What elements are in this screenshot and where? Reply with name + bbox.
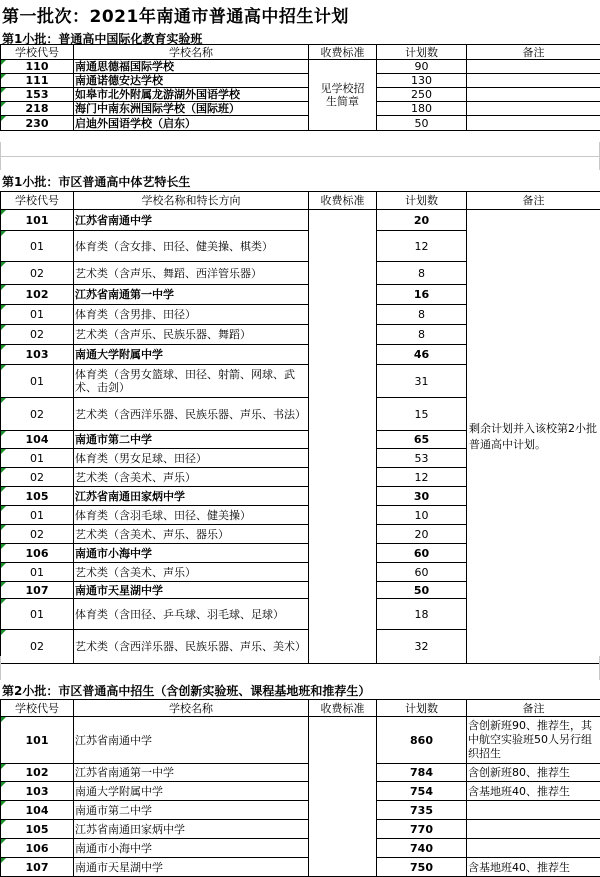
plan-count: 770	[377, 820, 467, 839]
header-code: 学校代号	[1, 45, 74, 60]
school-name: 如皋市北外附属龙游湖外国语学校	[74, 88, 309, 102]
category-name: 艺术类（含美术、声乐、器乐）	[74, 525, 309, 544]
plan-count: 8	[377, 305, 467, 325]
table-row	[1, 782, 600, 801]
school-code: 107	[1, 858, 74, 877]
category-code: 02	[1, 325, 74, 345]
category-name: 艺术类（含美术、声乐）	[74, 563, 309, 582]
category-code: 01	[1, 449, 74, 468]
remark-cell	[467, 102, 600, 116]
remark-cell: 含创新班80、推荐生	[467, 764, 600, 782]
plan-count: 50	[377, 582, 467, 599]
school-name: 南通市天星湖中学	[74, 858, 309, 877]
section1-header-row	[1, 45, 600, 60]
school-code: 103	[1, 782, 74, 801]
header-plan: 计划数	[377, 700, 467, 717]
remark-cell: 含基地班40、推荐生	[467, 782, 600, 801]
remark-cell	[467, 60, 600, 74]
school-code: 104	[1, 801, 74, 820]
school-name: 南通市第二中学	[74, 801, 309, 820]
category-name: 艺术类（含西洋乐器、民族乐器、声乐、书法）	[74, 398, 309, 431]
plan-count: 16	[377, 285, 467, 305]
category-name: 艺术类（含西洋乐器、民族乐器、声乐、美术）	[74, 630, 309, 664]
header-name: 学校名称和特长方向	[74, 192, 309, 210]
plan-count: 60	[377, 563, 467, 582]
school-code: 153	[1, 88, 74, 102]
remark-cell	[467, 74, 600, 88]
table-row	[1, 858, 600, 877]
category-code: 01	[1, 365, 74, 398]
plan-count: 735	[377, 801, 467, 820]
spacer-gridlines	[0, 656, 600, 680]
category-code: 01	[1, 231, 74, 262]
table-row	[1, 102, 600, 116]
school-name: 南通市小海中学	[74, 839, 309, 858]
plan-count: 784	[377, 764, 467, 782]
school-code: 104	[1, 431, 74, 449]
header-name: 学校名称	[74, 45, 309, 60]
section3-table	[0, 699, 600, 877]
section1-heading: 第1小批：普通高中国际化教育实验班	[2, 32, 203, 46]
school-name: 江苏省南通第一中学	[74, 285, 309, 305]
plan-count: 8	[377, 262, 467, 285]
category-code: 02	[1, 630, 74, 664]
school-name: 江苏省南通田家炳中学	[74, 487, 309, 506]
school-code: 107	[1, 582, 74, 599]
plan-count: 8	[377, 325, 467, 345]
category-code: 02	[1, 398, 74, 431]
plan-count: 12	[377, 231, 467, 262]
category-name: 体育类（含田径、乒乓球、羽毛球、足球）	[74, 599, 309, 630]
school-code: 111	[1, 74, 74, 88]
school-code: 106	[1, 544, 74, 563]
category-name: 艺术类（含美术、声乐）	[74, 468, 309, 487]
category-code: 02	[1, 262, 74, 285]
school-code: 102	[1, 285, 74, 305]
category-code: 02	[1, 525, 74, 544]
category-name: 艺术类（含声乐、舞蹈、西洋管乐器）	[74, 262, 309, 285]
plan-count: 740	[377, 839, 467, 858]
header-remark: 备注	[467, 45, 600, 60]
school-name: 南通市小海中学	[74, 544, 309, 563]
category-code: 01	[1, 563, 74, 582]
header-plan: 计划数	[377, 192, 467, 210]
spacer-gridline	[0, 156, 600, 157]
header-code: 学校代号	[1, 192, 74, 210]
category-name: 体育类（含女排、田径、健美操、棋类）	[74, 231, 309, 262]
category-code: 01	[1, 305, 74, 325]
section2-header-row	[1, 192, 600, 210]
category-name: 体育类（男女足球、田径）	[74, 449, 309, 468]
school-code: 105	[1, 820, 74, 839]
school-name: 海门中南东洲国际学校（国际班）	[74, 102, 309, 116]
header-code: 学校代号	[1, 700, 74, 717]
header-remark: 备注	[467, 700, 600, 717]
table-row	[1, 820, 600, 839]
plan-count: 32	[377, 630, 467, 664]
page-title: 第一批次：2021年南通市普通高中招生计划	[2, 7, 349, 27]
plan-count: 754	[377, 782, 467, 801]
school-code: 106	[1, 839, 74, 858]
school-name: 启迪外国语学校（启东）	[74, 116, 309, 131]
plan-count: 750	[377, 858, 467, 877]
plan-count: 20	[377, 210, 467, 231]
plan-count: 65	[377, 431, 467, 449]
school-code: 105	[1, 487, 74, 506]
fee-cell	[309, 717, 377, 877]
remark-cell	[467, 801, 600, 820]
school-code: 218	[1, 102, 74, 116]
table-row	[1, 839, 600, 858]
school-name: 南通大学附属中学	[74, 782, 309, 801]
table-row	[1, 210, 600, 231]
table-row	[1, 88, 600, 102]
plan-count: 30	[377, 487, 467, 506]
table-row	[1, 717, 600, 764]
section3-header-row	[1, 700, 600, 717]
category-name: 体育类（含羽毛球、田径、健美操）	[74, 506, 309, 525]
fee-standard: 见学校招生简章	[309, 60, 377, 131]
plan-count: 31	[377, 365, 467, 398]
school-name: 南通市天星湖中学	[74, 582, 309, 599]
table-row	[1, 74, 600, 88]
plan-count: 50	[377, 116, 467, 131]
section3-heading: 第2小批：市区普通高中招生（含创新实验班、课程基地班和推荐生）	[2, 684, 371, 698]
plan-count: 860	[377, 717, 467, 764]
plan-count: 18	[377, 599, 467, 630]
fee-cell	[309, 210, 377, 664]
table-row	[1, 801, 600, 820]
section1-table	[0, 44, 600, 131]
section2-table	[0, 191, 600, 664]
school-code: 103	[1, 345, 74, 365]
school-name: 江苏省南通田家炳中学	[74, 820, 309, 839]
plan-count: 53	[377, 449, 467, 468]
school-name: 江苏省南通中学	[74, 210, 309, 231]
plan-count: 60	[377, 544, 467, 563]
remark-cell	[467, 116, 600, 131]
school-name: 江苏省南通第一中学	[74, 764, 309, 782]
school-code: 230	[1, 116, 74, 131]
remark-cell	[467, 88, 600, 102]
school-code: 102	[1, 764, 74, 782]
remark-cell: 剩余计划并入该校第2小批普通高中计划。	[467, 210, 600, 664]
category-name: 艺术类（含声乐、民族乐器、舞蹈）	[74, 325, 309, 345]
school-code: 101	[1, 717, 74, 764]
school-name: 南通大学附属中学	[74, 345, 309, 365]
header-fee: 收费标准	[309, 45, 377, 60]
category-name: 体育类（含男女篮球、田径、射箭、网球、武术、击剑）	[74, 365, 309, 398]
header-fee: 收费标准	[309, 192, 377, 210]
plan-count: 250	[377, 88, 467, 102]
header-fee: 收费标准	[309, 700, 377, 717]
header-name: 学校名称	[74, 700, 309, 717]
plan-count: 130	[377, 74, 467, 88]
school-name: 南通市第二中学	[74, 431, 309, 449]
section2-heading: 第1小批：市区普通高中体艺特长生	[2, 175, 191, 189]
table-row	[1, 116, 600, 131]
plan-count: 20	[377, 525, 467, 544]
header-plan: 计划数	[377, 45, 467, 60]
remark-cell: 含创新班90、推荐生，其中航空实验班50人另行组织招生	[467, 717, 600, 764]
category-name: 体育类（含男排、田径）	[74, 305, 309, 325]
plan-count: 46	[377, 345, 467, 365]
school-code: 110	[1, 60, 74, 74]
table-row	[1, 60, 600, 74]
remark-cell	[467, 839, 600, 858]
school-name: 江苏省南通中学	[74, 717, 309, 764]
category-code: 02	[1, 468, 74, 487]
school-name: 南通诺德安达学校	[74, 74, 309, 88]
plan-count: 10	[377, 506, 467, 525]
plan-count: 90	[377, 60, 467, 74]
table-row	[1, 764, 600, 782]
school-name: 南通思德福国际学校	[74, 60, 309, 74]
header-remark: 备注	[467, 192, 600, 210]
category-code: 01	[1, 506, 74, 525]
plan-count: 180	[377, 102, 467, 116]
school-code: 101	[1, 210, 74, 231]
remark-cell	[467, 820, 600, 839]
category-code: 01	[1, 599, 74, 630]
plan-count: 12	[377, 468, 467, 487]
remark-cell: 含基地班40、推荐生	[467, 858, 600, 877]
plan-count: 15	[377, 398, 467, 431]
